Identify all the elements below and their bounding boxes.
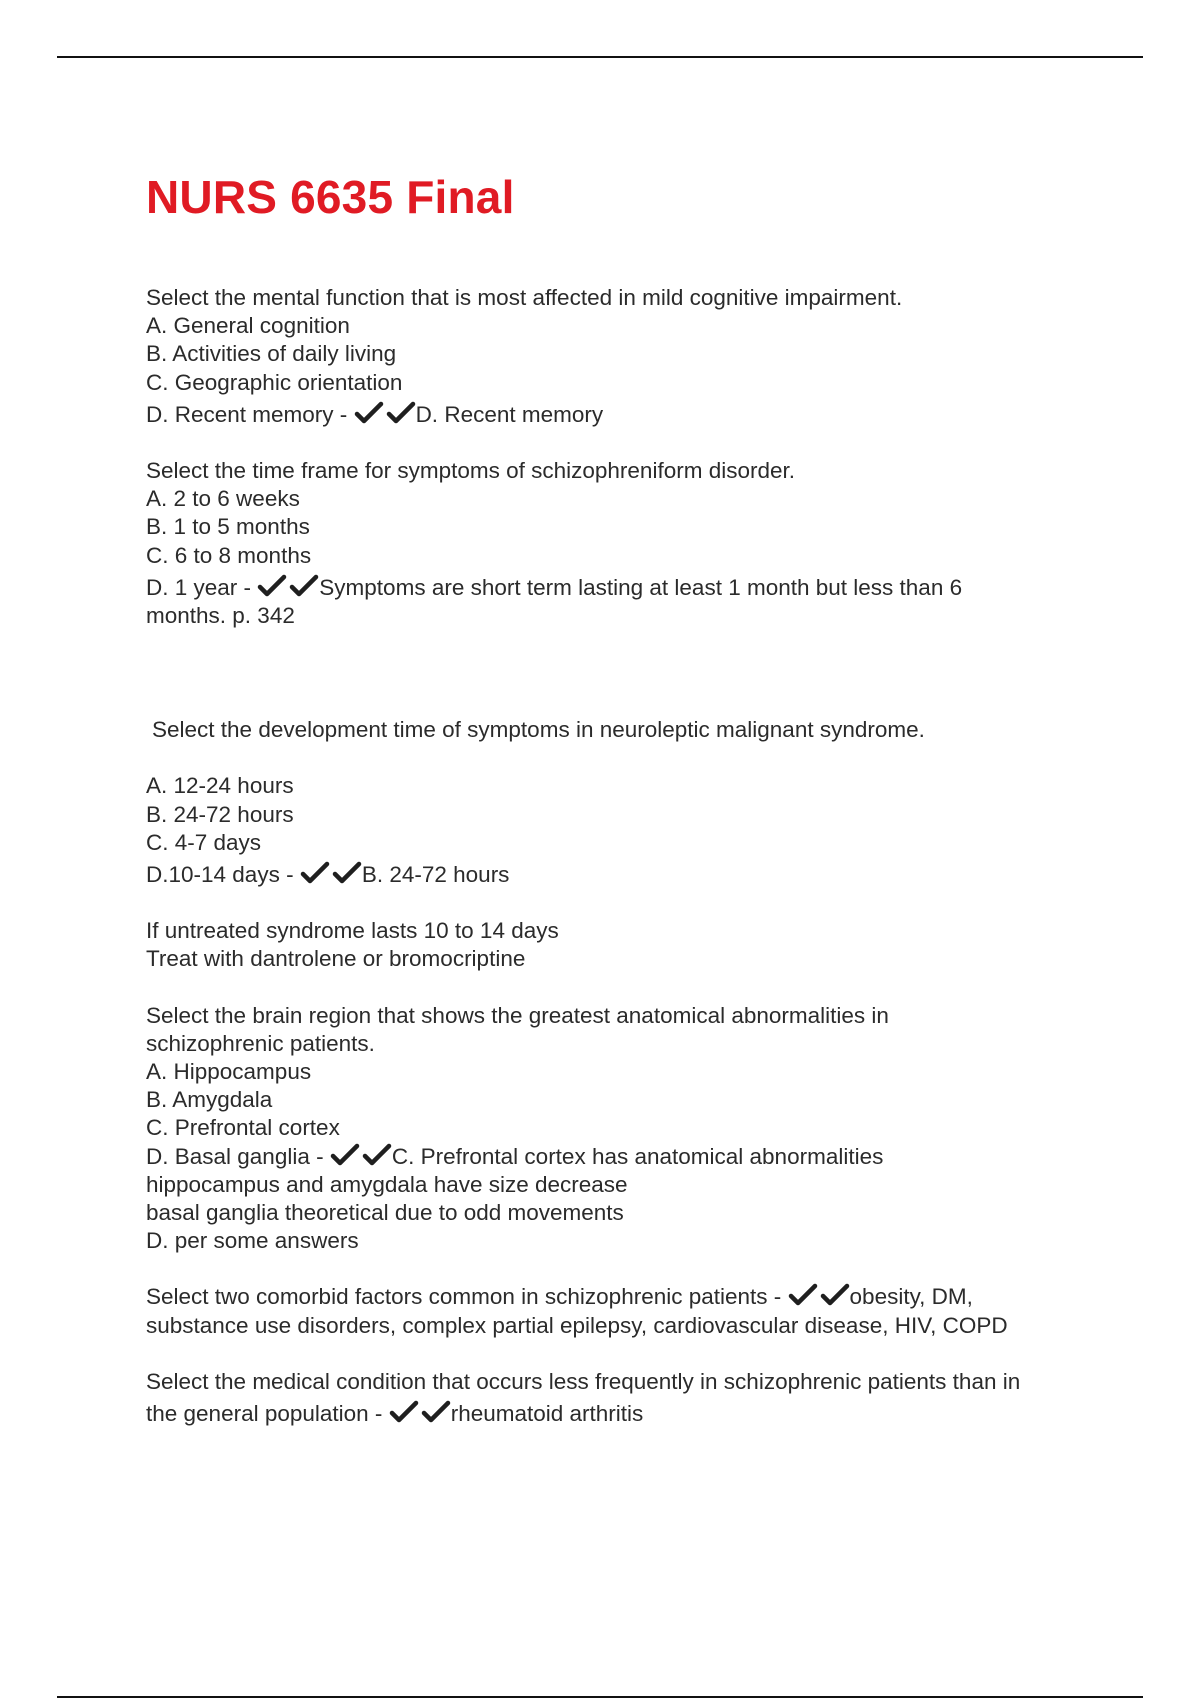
question-block-2 xyxy=(146,457,1086,630)
check-icon xyxy=(300,861,330,885)
option-c: C. Geographic orientation xyxy=(146,369,403,395)
option-a: A. 2 to 6 weeks xyxy=(146,486,300,512)
option-c: C. 6 to 8 months xyxy=(146,542,312,568)
note-line: Treat with dantrolene or bromocriptine xyxy=(146,946,526,972)
option-d-with-answer xyxy=(146,861,1086,889)
bottom-rule xyxy=(57,1696,1143,1698)
question-block-5 xyxy=(146,1283,1086,1339)
option-d: D. Recent memory - xyxy=(146,401,348,427)
answer-text: B. 24-72 hours xyxy=(361,862,510,888)
check-icon xyxy=(362,1143,392,1167)
question-block-1 xyxy=(146,284,1086,429)
question-block-4 xyxy=(146,1002,1086,1256)
page-title: NURS 6635 Final xyxy=(146,171,515,223)
question-text: Select two comorbid factors common in schizophrenic patients - xyxy=(146,1284,782,1310)
question-text: Select the development time of symptoms in neuroleptic malignant syndrome. xyxy=(152,717,925,743)
option-d: D.10-14 days - xyxy=(146,862,294,888)
answer-text-continued: months. p. 342 xyxy=(146,603,295,629)
check-icon xyxy=(389,1400,419,1424)
answer-text: D. Recent memory xyxy=(415,401,604,427)
option-d-with-answer xyxy=(146,401,1086,429)
check-icon xyxy=(386,401,416,425)
question-block-3 xyxy=(146,716,1086,973)
question-text: Select the brain region that shows the greatest anatomical abnormalities in xyxy=(146,1002,889,1028)
question-block-6 xyxy=(146,1368,1086,1428)
option-d: D. Basal ganglia - xyxy=(146,1143,324,1169)
note-line: If untreated syndrome lasts 10 to 14 days xyxy=(146,918,559,944)
question-text: Select the medical condition that occurs less frequently in schizophrenic patients than in xyxy=(146,1368,1021,1394)
check-icon xyxy=(332,861,362,885)
question-with-answer xyxy=(146,1400,1086,1428)
option-a: A. General cognition xyxy=(146,313,350,339)
check-icon xyxy=(788,1283,818,1307)
option-d-with-answer xyxy=(146,1143,1086,1171)
option-d: D. 1 year - xyxy=(146,574,252,600)
option-b: B. 1 to 5 months xyxy=(146,514,310,540)
check-icon xyxy=(257,574,287,598)
option-b: B. Amygdala xyxy=(146,1087,273,1113)
question-with-answer xyxy=(146,1283,1086,1311)
answer-text-continued: hippocampus and amygdala have size decrease xyxy=(146,1171,628,1197)
document-body xyxy=(146,284,1086,1428)
option-c: C. 4-7 days xyxy=(146,829,262,855)
option-b: B. Activities of daily living xyxy=(146,341,397,367)
answer-text-continued: D. per some answers xyxy=(146,1228,359,1254)
question-text-continued: the general population - xyxy=(146,1401,383,1427)
answer-text: obesity, DM, xyxy=(849,1284,973,1310)
check-icon xyxy=(289,574,319,598)
question-text: Select the time frame for symptoms of schizophreniform disorder. xyxy=(146,458,795,484)
check-icon xyxy=(354,401,384,425)
option-a: A. 12-24 hours xyxy=(146,773,294,799)
top-rule xyxy=(57,56,1143,58)
check-icon xyxy=(421,1400,451,1424)
question-text-continued: schizophrenic patients. xyxy=(146,1030,375,1056)
check-icon xyxy=(330,1143,360,1167)
option-d-with-answer xyxy=(146,574,1086,602)
answer-text-continued: substance use disorders, complex partial epilepsy, cardiovascular disease, HIV, COPD xyxy=(146,1312,1008,1338)
option-a: A. Hippocampus xyxy=(146,1059,312,1085)
answer-text: C. Prefrontal cortex has anatomical abnormalities xyxy=(391,1143,884,1169)
check-icon xyxy=(820,1283,850,1307)
option-b: B. 24-72 hours xyxy=(146,801,294,827)
option-c: C. Prefrontal cortex xyxy=(146,1115,340,1141)
question-text: Select the mental function that is most affected in mild cognitive impairment. xyxy=(146,285,903,310)
answer-text-continued: basal ganglia theoretical due to odd movements xyxy=(146,1200,624,1226)
answer-text: Symptoms are short term lasting at least 1 month but less than 6 xyxy=(319,574,963,600)
answer-text: rheumatoid arthritis xyxy=(450,1401,644,1427)
